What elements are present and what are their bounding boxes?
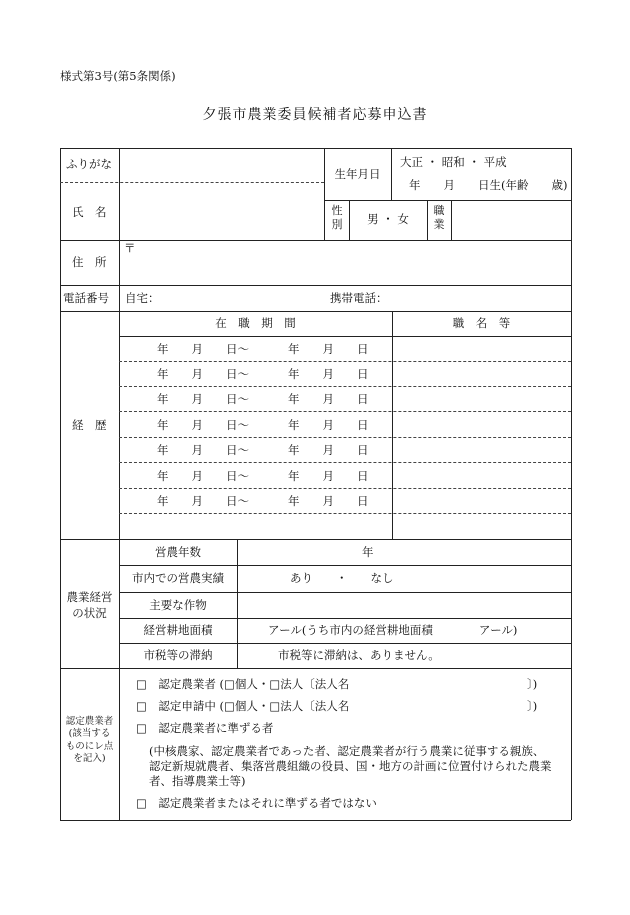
farming-row-value: 市税等に滞納は、ありません。 [278,648,440,662]
mobile-phone-label: 携帯電話： [330,291,388,305]
farming-row-value: あり ・ なし [290,571,394,585]
career-period-header: 在 職 期 間 [215,316,296,330]
career-row-to: 年 月 日 [288,392,369,406]
name-label: 氏 名 [72,205,107,219]
farming-row-value: アール(うち市内の経営耕地面積 アール) [268,623,518,637]
career-row-to: 年 月 日 [288,418,369,432]
certified-label-line: を記入) [73,753,106,765]
option-certification-pending[interactable]: □ 認定申請中 (□個人・□法人〔法人名 [136,699,350,713]
option-none[interactable]: □ 認定農業者またはそれに準ずる者ではない [136,796,377,810]
career-row-to: 年 月 日 [288,342,369,356]
farming-row-label: 市税等の滞納 [143,648,213,662]
farming-row-label: 経営耕地面積 [143,623,213,637]
birth-era-options: 大正 ・ 昭和 ・ 平成 [400,155,507,169]
page-title: 夕張市農業委員候補者応募申込書 [202,107,428,123]
career-row-from: 年 月 日〜 [157,418,249,432]
occupation-label: 職業 [433,204,445,231]
farming-row-label: 主要な作物 [149,598,207,612]
postal-mark: 〒 [124,241,136,255]
farming-label [60,590,119,621]
certified-label-line: 認定農業者 [65,716,114,727]
career-row-to: 年 月 日 [288,469,369,483]
career-row-from: 年 月 日〜 [157,494,249,508]
career-row-from: 年 月 日〜 [157,469,249,483]
equivalent-note-line3: 者、指導農業士等) [149,774,246,788]
furigana-label: ふりがな [66,157,112,171]
birth-label: 生年月日 [334,167,381,181]
certified-label [60,716,119,765]
option-equivalent[interactable]: □ 認定農業者に準ずる者 [136,721,274,735]
form-number: 様式第3号(第5条関係) [60,69,176,83]
option-certified-farmer[interactable]: □ 認定農業者 (□個人・□法人〔法人名 [136,677,350,691]
sex-options: 男 ・ 女 [367,212,409,226]
career-row-to: 年 月 日 [288,494,369,508]
sex-label: 性別 [331,204,343,231]
address-label: 住 所 [72,255,107,269]
career-row-from: 年 月 日〜 [157,392,249,406]
farming-row-label: 営農年数 [155,545,201,559]
option-certification-pending-end: 〕) [527,699,538,713]
option-certified-farmer-end: 〕) [527,677,538,691]
farming-row-label: 市内での営農実績 [132,571,224,585]
equivalent-note-line2: 認定新規就農者、集落営農組織の役員、国・地方の計画に位置付けられた農業 [149,759,552,773]
farming-label-line2: の状況 [72,605,107,620]
career-row-from: 年 月 日〜 [157,367,249,381]
career-row-from: 年 月 日〜 [157,443,249,457]
certified-label-line: ものにレ点 [65,740,114,752]
career-position-header: 職 名 等 [452,316,511,330]
certified-label-line: (該当する [68,728,111,740]
farming-label-line1: 農業経営 [66,590,113,604]
career-row-to: 年 月 日 [288,367,369,381]
birth-date-line: 年 月 日生(年齢 歳) [409,178,568,192]
home-phone-label: 自宅： [125,291,160,305]
career-row-from: 年 月 日〜 [157,342,249,356]
career-label: 経 歴 [72,418,107,432]
farming-row-value: 年 [362,545,374,559]
career-row-to: 年 月 日 [288,443,369,457]
phone-label: 電話番号 [63,291,109,305]
equivalent-note-line1: (中核農家、認定農業者であった者、認定農業者が行う農業に従事する親族、 [149,744,545,758]
